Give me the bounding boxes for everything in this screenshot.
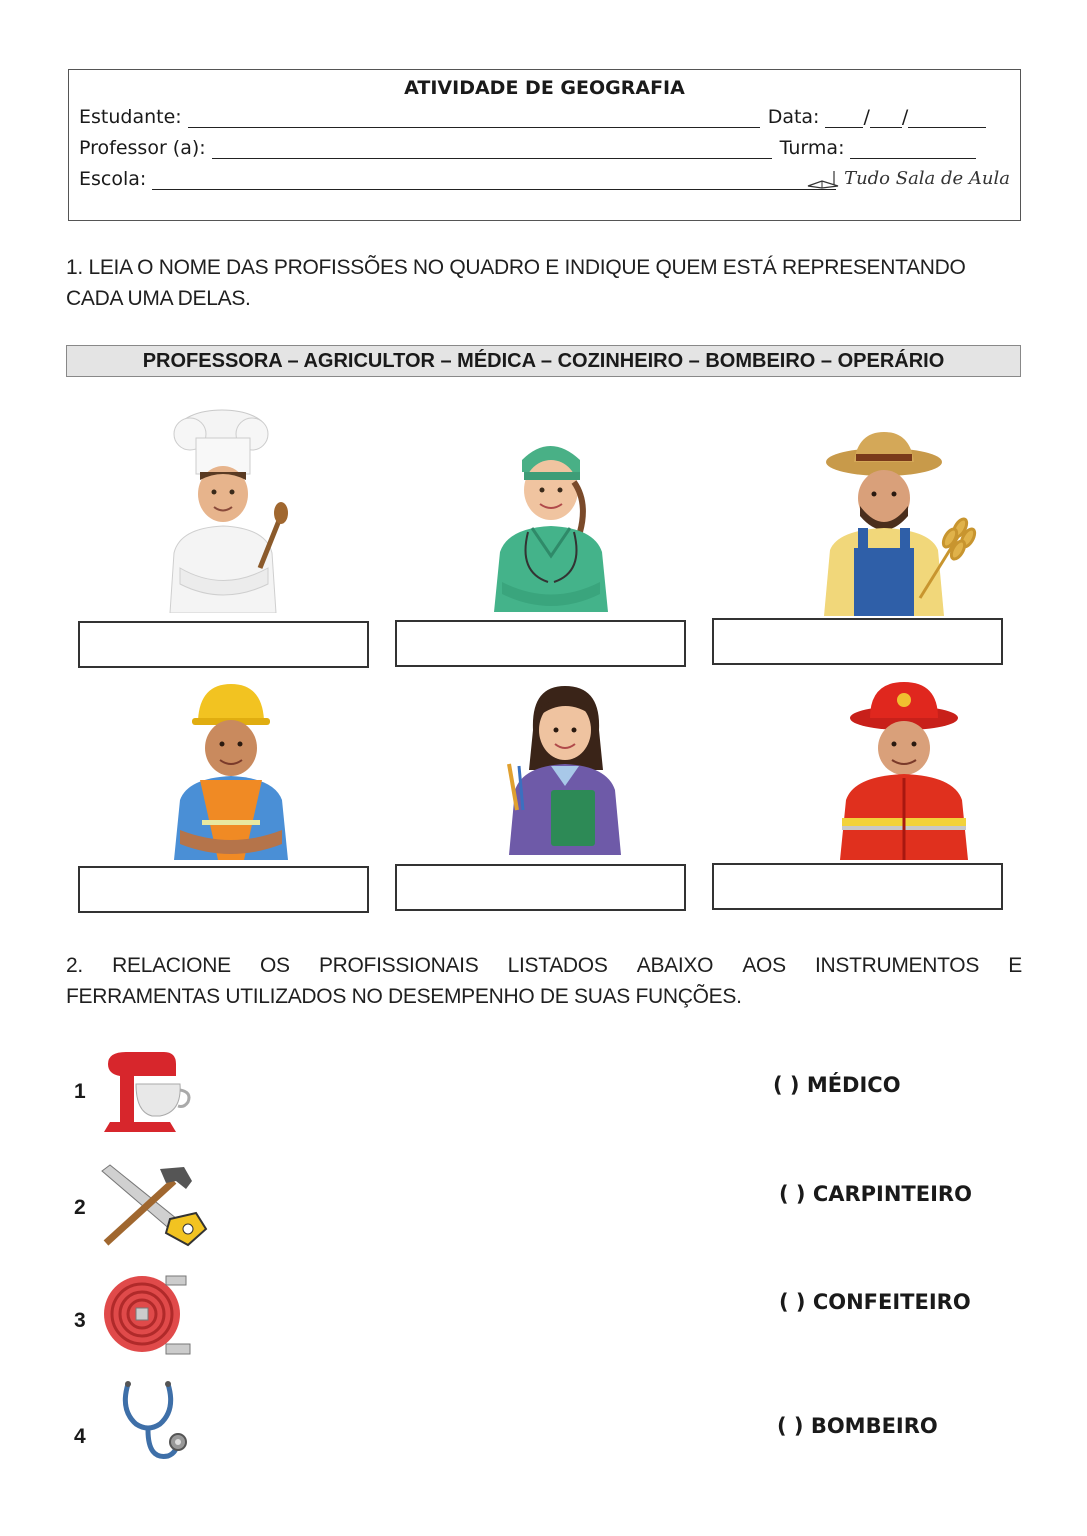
student-row [79, 106, 1009, 128]
school-label: Escola: [79, 168, 147, 190]
question-2-line-1 [66, 950, 1022, 981]
q2-word: E [1008, 954, 1022, 977]
chef-illustration [160, 408, 290, 613]
teacher-field[interactable] [212, 139, 772, 159]
fire-hose-icon [100, 1272, 195, 1357]
teacher-illustration [505, 680, 630, 855]
option-confeiteiro[interactable]: ( ) CONFEITEIRO [779, 1290, 971, 1314]
teacher-label: Professor (a): [79, 137, 206, 159]
question-2-text [66, 950, 1022, 1012]
q2-word: INSTRUMENTOS [815, 954, 980, 977]
doctor-illustration [488, 432, 613, 612]
stethoscope-icon [118, 1380, 193, 1464]
answer-box-6[interactable] [712, 863, 1003, 910]
logo-text: Tudo Sala de Aula [844, 168, 1010, 189]
answer-box-2[interactable] [395, 620, 686, 667]
q2-word: LISTADOS [507, 954, 608, 977]
header-box [68, 69, 1021, 221]
answer-box-3[interactable] [712, 618, 1003, 665]
answer-box-5[interactable] [395, 864, 686, 911]
date-month-field[interactable] [870, 108, 902, 128]
mixer-icon [100, 1050, 195, 1135]
student-label: Estudante: [79, 106, 182, 128]
item-number-4: 4 [74, 1425, 86, 1448]
date-day-field[interactable] [825, 108, 863, 128]
option-medico[interactable]: ( ) MÉDICO [773, 1073, 901, 1097]
q2-word: RELACIONE [112, 954, 231, 977]
option-bombeiro[interactable]: ( ) BOMBEIRO [777, 1414, 938, 1438]
option-carpinteiro[interactable]: ( ) CARPINTEIRO [779, 1182, 972, 1206]
item-number-1: 1 [74, 1080, 86, 1103]
school-field[interactable] [152, 170, 836, 190]
answer-box-4[interactable] [78, 866, 369, 913]
page-title: ATIVIDADE DE GEOGRAFIA [404, 77, 685, 99]
date-separator: / [901, 106, 909, 128]
date-year-field[interactable] [908, 108, 986, 128]
word-bank: PROFESSORA – AGRICULTOR – MÉDICA – COZINHEIRO – BOMBEIRO – OPERÁRIO [66, 345, 1021, 377]
teacher-row [79, 137, 1009, 159]
answer-box-1[interactable] [78, 621, 369, 668]
class-label: Turma: [779, 137, 845, 159]
q2-word: 2. [66, 954, 83, 977]
question-2-line-2: FERRAMENTAS UTILIZADOS NO DESEMPENHO DE SUAS FUNÇÕES. [66, 985, 742, 1008]
q2-word: ABAIXO [636, 954, 714, 977]
item-number-3: 3 [74, 1309, 86, 1332]
q2-word: AOS [742, 954, 786, 977]
logo [806, 168, 1010, 189]
firefighter-illustration [836, 678, 976, 860]
date-separator: / [863, 106, 870, 128]
book-icon [806, 169, 840, 189]
class-field[interactable] [850, 139, 976, 159]
hammer-saw-icon [100, 1163, 210, 1248]
q2-word: PROFISSIONAIS [318, 954, 479, 977]
student-field[interactable] [188, 108, 760, 128]
item-number-2: 2 [74, 1196, 86, 1219]
farmer-illustration [820, 428, 980, 616]
q2-word: OS [260, 954, 290, 977]
date-label: Data: [767, 106, 820, 128]
question-1-text: 1. LEIA O NOME DAS PROFISSÕES NO QUADRO E INDIQUE QUEM ESTÁ REPRESENTANDO CADA UMA DELAS. [66, 256, 966, 310]
construction-worker-illustration [170, 680, 292, 860]
